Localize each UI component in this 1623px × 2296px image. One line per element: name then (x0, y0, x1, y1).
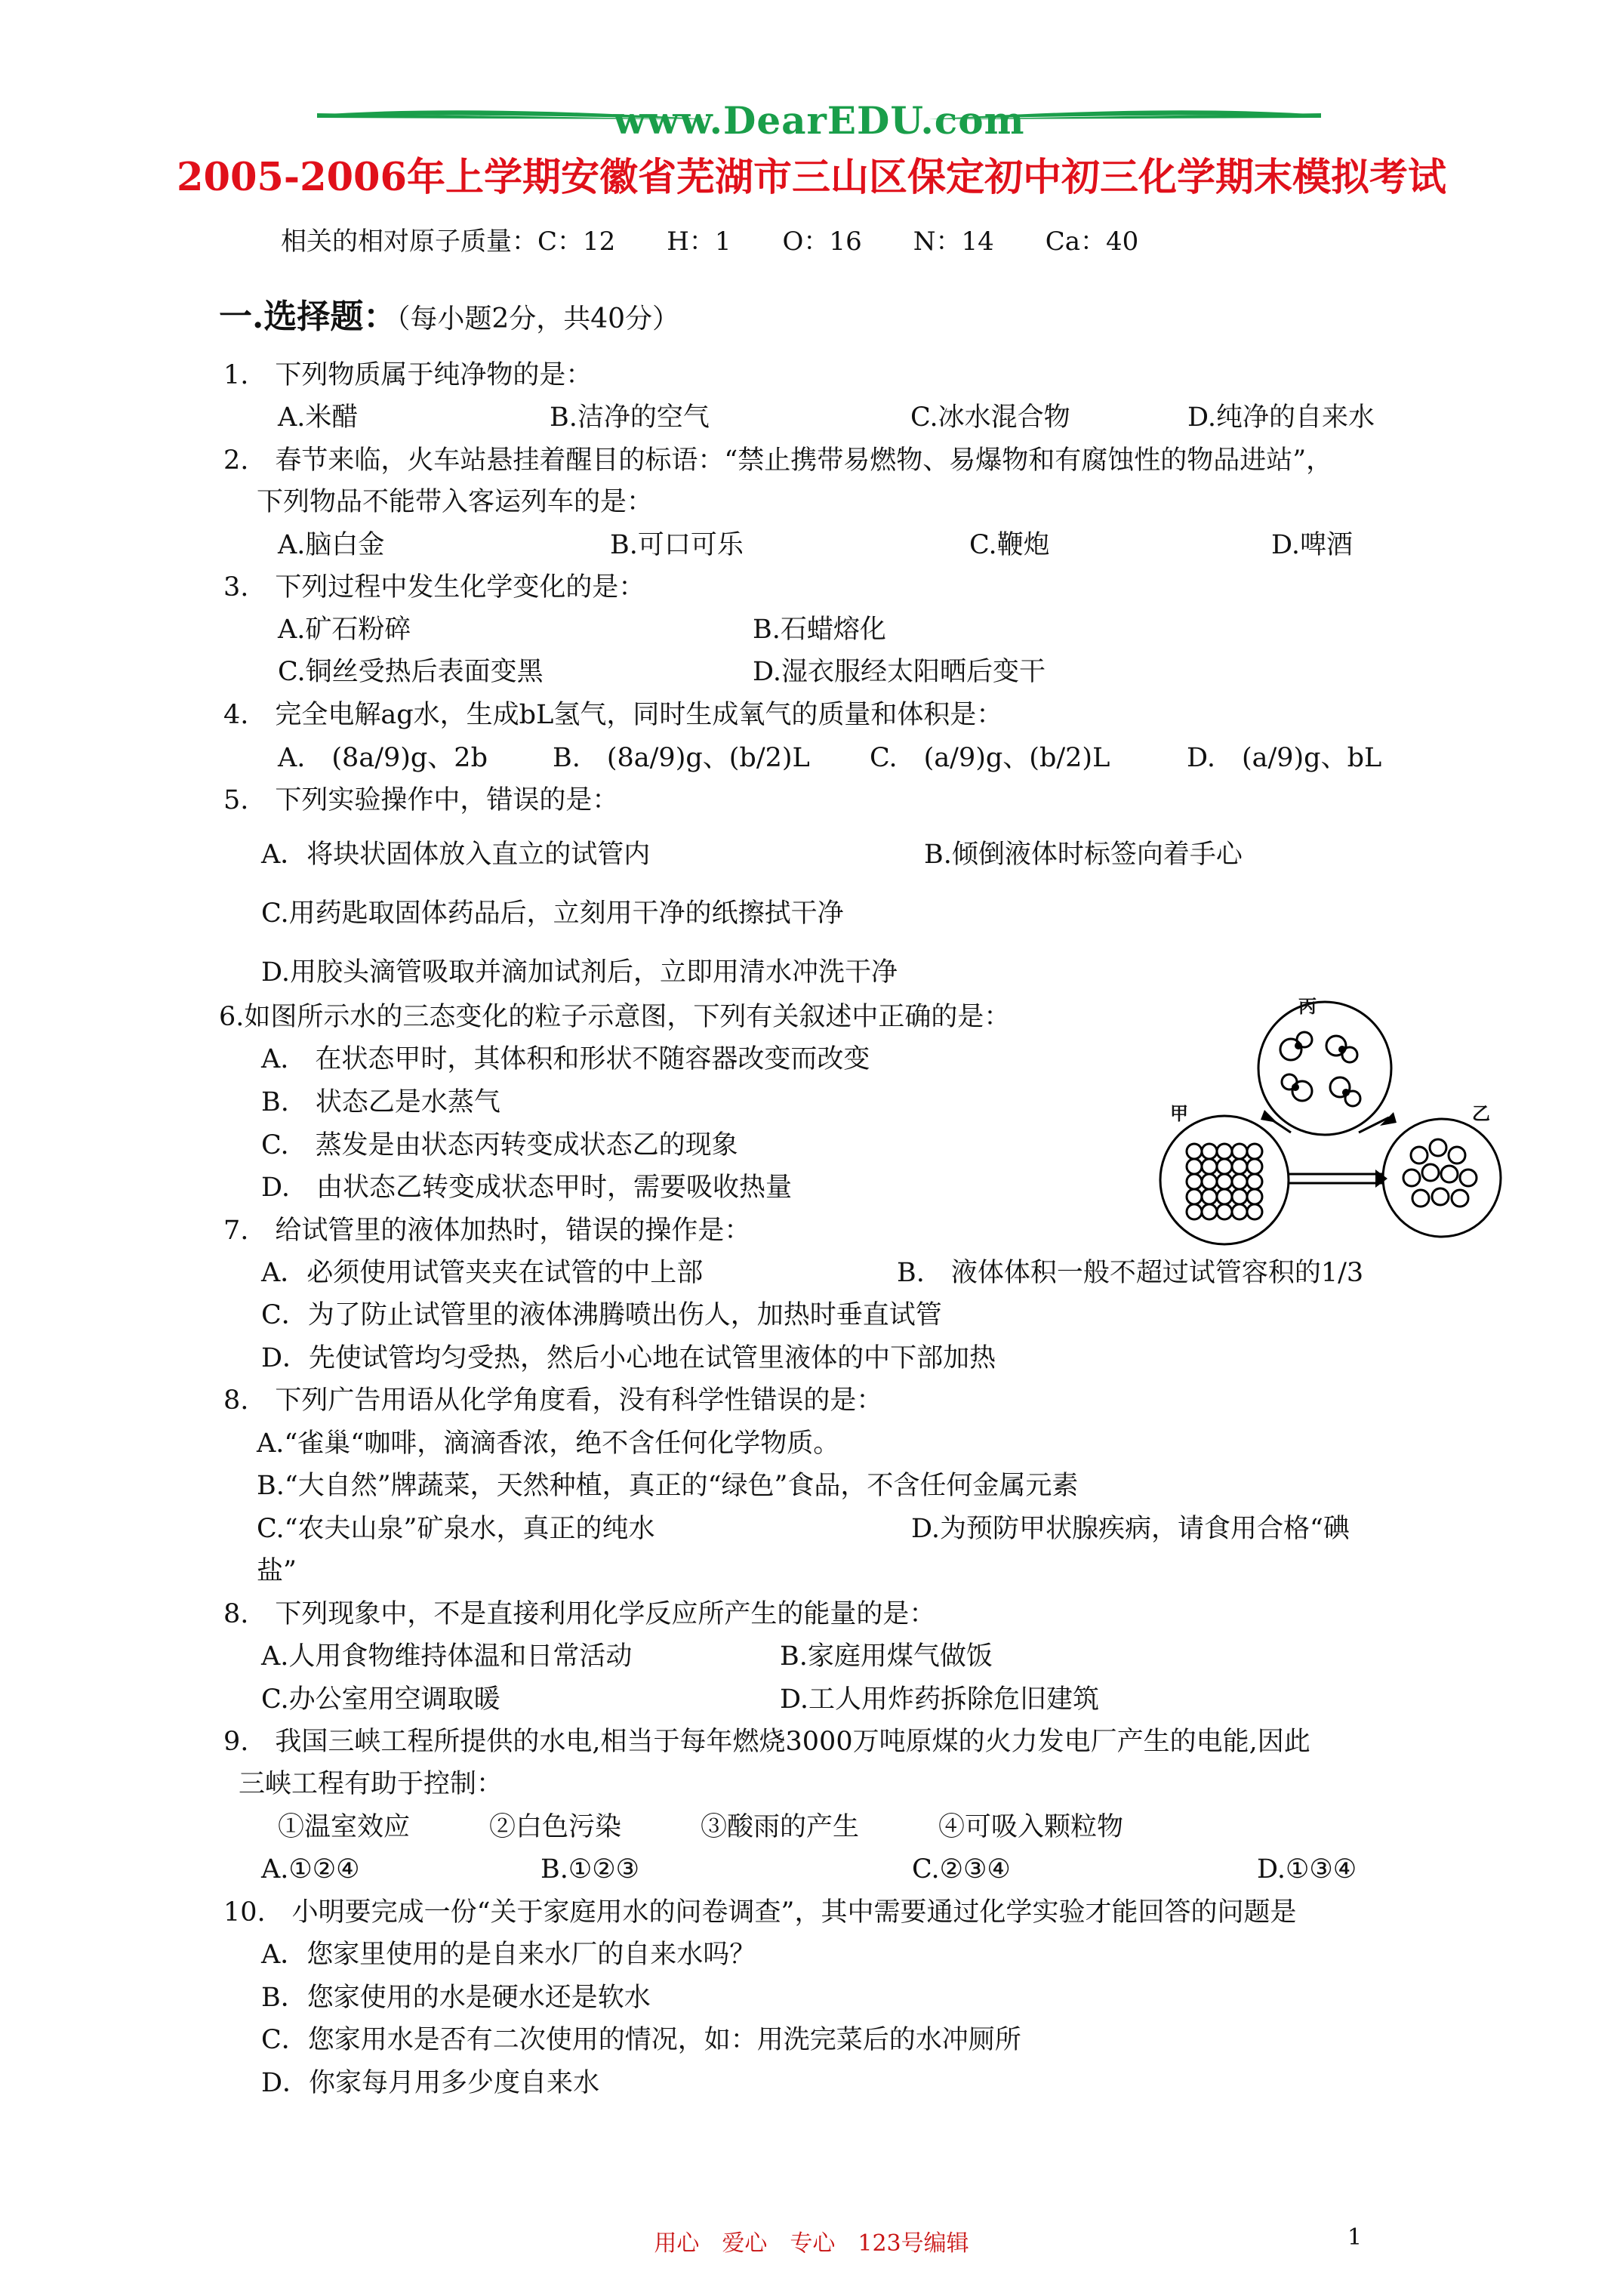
particle-diagram-svg (1140, 993, 1510, 1246)
q9-stem: 9. 我国三峡工程所提供的水电,相当于每年燃烧3000万吨原煤的火力发电厂产生的电能,因此 (223, 1727, 1310, 1757)
water-states-diagram (1140, 993, 1510, 1246)
q1-option-a: A.米醋 (278, 402, 359, 433)
q1-option-d: D.纯净的自来水 (1187, 402, 1375, 433)
q7-option-b: B. 液体体积一般不超过试管容积的1/3 (897, 1258, 1364, 1288)
q3-option-a: A.矿石粉碎 (278, 615, 411, 645)
state-label-bing: 丙 (1298, 995, 1317, 1017)
q8a-option-d-cont: 盐” (257, 1556, 297, 1586)
q2-option-d: D.啤酒 (1271, 530, 1353, 560)
q3-option-b: B.石蜡熔化 (753, 615, 886, 645)
state-label-jia: 甲 (1170, 1102, 1188, 1124)
q9-option-c: C.②③④ (912, 1854, 1011, 1885)
q6-option-b: B. 状态乙是水蒸气 (261, 1087, 500, 1117)
q5-option-a: A．将块状固体放入直立的试管内 (261, 840, 651, 870)
q6-option-c: C. 蒸发是由状态丙转变成状态乙的现象 (261, 1130, 738, 1160)
q5-option-d: D.用胶头滴管吸取并滴加试剂后，立即用清水冲洗干净 (261, 957, 898, 988)
q9-option-d: D.①③④ (1257, 1854, 1357, 1885)
q9-items: ①温室效应 ②白色污染 ③酸雨的产生 ④可吸入颗粒物 (278, 1812, 1124, 1842)
page-title: 2005-2006年上学期安徽省芜湖市三山区保定初中初三化学期末模拟考试 (176, 155, 1447, 200)
q8b-option-d: D.工人用炸药拆除危旧建筑 (780, 1684, 1099, 1715)
q10-stem: 10. 小明要完成一份“关于家庭用水的问卷调查”，其中需要通过化学实验才能回答的问题是 (223, 1897, 1297, 1928)
q1-stem: 1. 下列物质属于纯净物的是： (223, 360, 593, 390)
q2-option-c: C.鞭炮 (969, 530, 1050, 560)
q9-stem-cont: 三峡工程有助于控制： (239, 1769, 504, 1799)
q8a-option-c: C.“农夫山泉”矿泉水，真正的纯水 (257, 1514, 655, 1544)
q2-option-a: A.脑白金 (278, 530, 385, 560)
q7-option-c: C．为了防止试管里的液体沸腾喷出伤人，加热时垂直试管 (261, 1300, 942, 1330)
q8a-option-a: A.“雀巢“咖啡，滴滴香浓，绝不含任何化学物质。 (257, 1428, 840, 1459)
q1-option-c: C.冰水混合物 (910, 402, 1070, 433)
q2-stem-cont: 下列物品不能带入客运列车的是： (257, 487, 654, 517)
q8a-stem: 8. 下列广告用语从化学角度看，没有科学性错误的是： (223, 1385, 883, 1416)
page-footer: 用心 爱心 专心 123号编辑 (654, 2230, 969, 2257)
q3-option-d: D.湿衣服经太阳晒后变干 (753, 657, 1046, 687)
q8b-option-b: B.家庭用煤气做饭 (780, 1641, 993, 1672)
q1-option-b: B.洁净的空气 (550, 402, 710, 433)
q3-stem: 3. 下列过程中发生化学变化的是： (223, 572, 645, 603)
q8b-stem: 8. 下列现象中，不是直接利用化学反应所产生的能量的是： (223, 1599, 936, 1629)
q7-option-d: D．先使试管均匀受热，然后小心地在试管里液体的中下部加热 (261, 1343, 996, 1373)
q10-option-c: C．您家用水是否有二次使用的情况，如：用洗完菜后的水冲厕所 (261, 2025, 1021, 2055)
q5-stem: 5. 下列实验操作中，错误的是： (223, 785, 619, 815)
q8b-option-c: C.办公室用空调取暖 (261, 1684, 500, 1715)
q2-stem: 2. 春节来临，火车站悬挂着醒目的标语：“禁止携带易燃物、易爆物和有腐蚀性的物品进站”， (223, 445, 1333, 476)
q6-stem: 6.如图所示水的三态变化的粒子示意图，下列有关叙述中正确的是： (219, 1002, 1011, 1032)
q9-option-a: A.①②④ (261, 1854, 360, 1885)
q2-option-b: B.可口可乐 (610, 530, 744, 560)
q8a-option-d: D.为预防甲状腺疾病，请食用合格“碘 (911, 1514, 1350, 1544)
state-label-yi: 乙 (1472, 1102, 1490, 1124)
q10-option-d: D．你家每月用多少度自来水 (261, 2068, 600, 2098)
q4-option-c: C. (a/9)g、(b/2)L (870, 743, 1110, 773)
q8b-option-a: A.人用食物维持体温和日常活动 (261, 1641, 633, 1672)
q4-stem: 4. 完全电解ag水，生成bL氢气，同时生成氧气的质量和体积是： (223, 700, 1003, 730)
section-note: （每小题2分，共40分） (396, 304, 680, 334)
section-title: 一.选择题： (219, 297, 397, 336)
q10-option-b: B．您家使用的水是硬水还是软水 (261, 1983, 651, 2013)
site-url: www.DearEDU.com (613, 98, 1025, 143)
q4-option-a: A. (8a/9)g、2b (278, 743, 488, 773)
q9-option-b: B.①②③ (540, 1854, 639, 1885)
q7-stem: 7. 给试管里的液体加热时，错误的操作是： (223, 1216, 751, 1246)
q4-option-d: D. (a/9)g、bL (1187, 743, 1382, 773)
q3-option-c: C.铜丝受热后表面变黑 (278, 657, 544, 687)
q6-option-d: D. 由状态乙转变成状态甲时，需要吸收热量 (261, 1173, 792, 1203)
section-heading (219, 289, 679, 337)
page-number: 1 (1347, 2224, 1363, 2251)
q5-option-c: C.用药匙取固体药品后，立刻用干净的纸擦拭干净 (261, 898, 844, 929)
q5-option-b: B.倾倒液体时标签向着手心 (924, 840, 1243, 870)
q6-option-a: A. 在状态甲时，其体积和形状不随容器改变而改变 (261, 1044, 870, 1074)
q7-option-a: A．必须使用试管夹夹在试管的中上部 (261, 1258, 704, 1288)
q10-option-a: A．您家里使用的是自来水厂的自来水吗？ (261, 1940, 756, 1970)
q4-option-b: B. (8a/9)g、(b/2)L (553, 743, 810, 773)
atomic-mass-line: 相关的相对原子质量：C：12 H：1 O：16 N：14 Ca：40 (281, 227, 1139, 257)
q8a-option-b: B.“大自然”牌蔬菜，天然种植，真正的“绿色”食品，不含任何金属元素 (257, 1471, 1079, 1501)
